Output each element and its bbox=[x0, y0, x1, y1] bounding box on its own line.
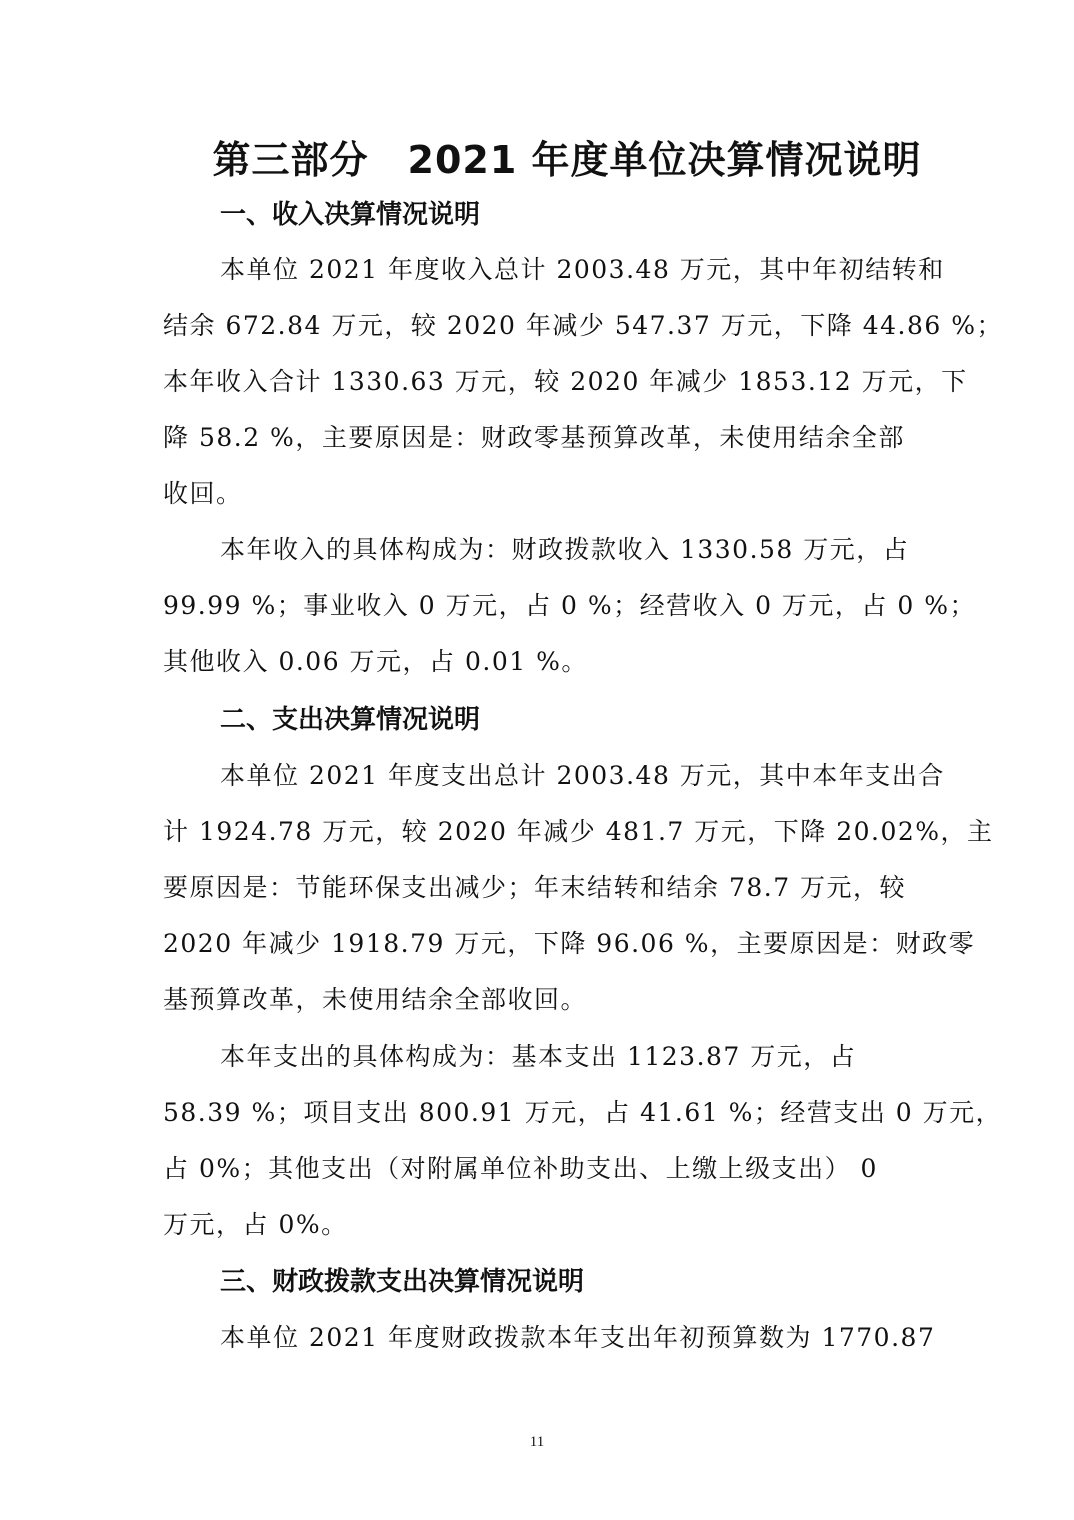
text-line: 本年收入合计 1330.63 万元，较 2020 年减少 1853.12 万元，下 bbox=[163, 367, 968, 396]
section-heading-expenditure: 二、支出决算情况说明 bbox=[220, 705, 481, 735]
text-line: 本年支出的具体构成为：基本支出 1123.87 万元，占 bbox=[220, 1042, 857, 1071]
text-line: 本单位 2021 年度财政拨款本年支出年初预算数为 1770.87 bbox=[220, 1323, 936, 1352]
text-line: 降 58.2 %，主要原因是：财政零基预算改革，未使用结余全部 bbox=[163, 423, 905, 452]
text-line: 要原因是：节能环保支出减少；年末结转和结余 78.7 万元，较 bbox=[163, 873, 907, 902]
text-line: 其他收入 0.06 万元，占 0.01 %。 bbox=[163, 647, 588, 676]
text-line: 本单位 2021 年度收入总计 2003.48 万元，其中年初结转和 bbox=[220, 255, 945, 284]
section-heading-fiscal-appropriation: 三、财政拨款支出决算情况说明 bbox=[220, 1267, 585, 1297]
text-line: 万元，占 0%。 bbox=[163, 1210, 348, 1239]
text-line: 99.99 %；事业收入 0 万元，占 0 %；经营收入 0 万元，占 0 %； bbox=[163, 591, 976, 620]
text-line: 本单位 2021 年度支出总计 2003.48 万元，其中本年支出合 bbox=[220, 761, 945, 790]
page-title: 第三部分 2021 年度单位决算情况说明 bbox=[212, 138, 922, 182]
section-heading-income: 一、收入决算情况说明 bbox=[220, 200, 481, 230]
text-line: 结余 672.84 万元，较 2020 年减少 547.37 万元，下降 44.86 %； bbox=[163, 311, 1003, 340]
text-line: 基预算改革，未使用结余全部收回。 bbox=[163, 985, 588, 1014]
text-line: 2020 年减少 1918.79 万元，下降 96.06 %，主要原因是：财政零 bbox=[163, 929, 976, 958]
text-line: 58.39 %；项目支出 800.91 万元，占 41.61 %；经营支出 0 万元， bbox=[163, 1098, 1003, 1127]
text-line: 本年收入的具体构成为：财政拨款收入 1330.58 万元，占 bbox=[220, 535, 910, 564]
text-line: 计 1924.78 万元，较 2020 年减少 481.7 万元，下降 20.02%，主 bbox=[163, 817, 994, 846]
text-line: 收回。 bbox=[163, 479, 243, 508]
text-line: 占 0%；其他支出（对附属单位补助支出、上缴上级支出） 0 bbox=[163, 1154, 878, 1183]
page-number: 11 bbox=[529, 1434, 545, 1450]
